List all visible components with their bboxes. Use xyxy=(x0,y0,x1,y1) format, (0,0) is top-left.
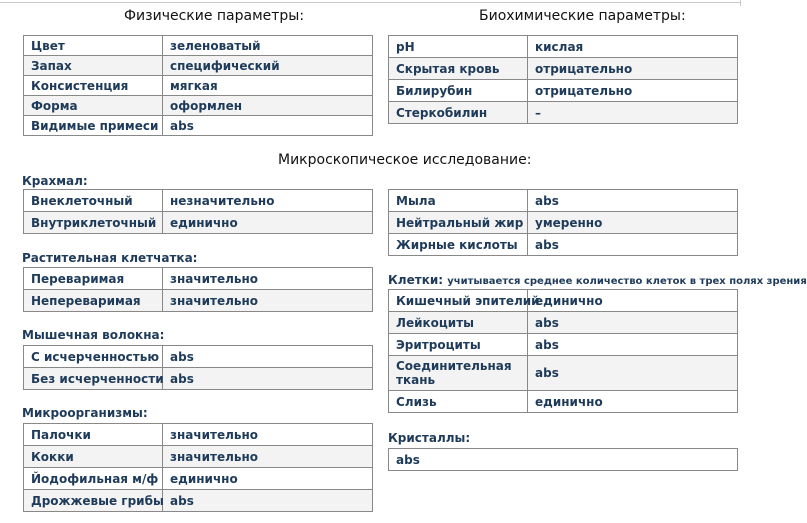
param-value: значительно xyxy=(163,446,373,468)
param-name: Без исчерченности xyxy=(24,368,163,390)
table-row xyxy=(389,234,738,256)
table-row xyxy=(389,391,738,413)
physical-title: Физические параметры: xyxy=(124,8,305,24)
table-row xyxy=(389,36,738,58)
top-border xyxy=(0,0,740,3)
param-name: Эритроциты xyxy=(389,334,528,356)
param-value: кислая xyxy=(528,36,738,58)
fiber-table xyxy=(23,267,373,312)
table-row xyxy=(24,368,373,390)
cells-label-wrap xyxy=(388,273,807,287)
table-row xyxy=(389,80,738,102)
param-name: Дрожжевые грибы xyxy=(24,490,163,512)
param-value: abs xyxy=(528,190,738,212)
param-name: Палочки xyxy=(24,424,163,446)
param-value: оформлен xyxy=(163,96,373,116)
microorganisms-table xyxy=(23,423,373,512)
param-name: Переваримая xyxy=(24,268,163,290)
param-name: С исчерченностью xyxy=(24,346,163,368)
param-value: умеренно xyxy=(528,212,738,234)
fats-table xyxy=(388,189,738,256)
table-row xyxy=(24,490,373,512)
table-row xyxy=(24,190,373,212)
param-name: Непереваримая xyxy=(24,290,163,312)
table-row xyxy=(24,290,373,312)
table-row xyxy=(24,36,373,56)
param-value: abs xyxy=(528,234,738,256)
param-name: Соединительная ткань xyxy=(389,356,528,391)
param-value: зеленоватый xyxy=(163,36,373,56)
param-name: pH xyxy=(389,36,528,58)
biochemical-table xyxy=(388,35,738,124)
muscle-label: Мышечная волокна: xyxy=(22,328,165,342)
table-row xyxy=(24,468,373,490)
param-value: отрицательно xyxy=(528,58,738,80)
param-value: единично xyxy=(528,290,738,312)
table-row xyxy=(24,346,373,368)
cells-table xyxy=(388,289,738,413)
cells-label: Клетки: xyxy=(388,273,444,287)
table-row xyxy=(389,356,738,391)
param-value: abs xyxy=(163,490,373,512)
table-row xyxy=(389,334,738,356)
param-value: abs xyxy=(528,334,738,356)
param-value: специфический xyxy=(163,56,373,76)
param-value: незначительно xyxy=(163,190,373,212)
table-row xyxy=(389,312,738,334)
table-row xyxy=(389,290,738,312)
param-name: Йодофильная м/ф xyxy=(24,468,163,490)
table-row xyxy=(24,96,373,116)
param-name: Скрытая кровь xyxy=(389,58,528,80)
param-name: Внеклеточный xyxy=(24,190,163,212)
param-name: Видимые примеси xyxy=(24,116,163,136)
physical-table xyxy=(23,35,373,136)
table-row xyxy=(24,116,373,136)
starch-label: Крахмал: xyxy=(22,174,88,188)
param-name: Форма xyxy=(24,96,163,116)
starch-table xyxy=(23,189,373,234)
param-value: abs xyxy=(528,356,738,391)
table-row xyxy=(389,102,738,124)
table-row xyxy=(389,212,738,234)
param-name: Слизь xyxy=(389,391,528,413)
param-name: Стеркобилин xyxy=(389,102,528,124)
param-name: Внутриклеточный xyxy=(24,212,163,234)
param-name: Запах xyxy=(24,56,163,76)
param-value: единично xyxy=(163,212,373,234)
fiber-label: Растительная клетчатка: xyxy=(22,251,198,265)
crystals-value: abs xyxy=(389,449,738,471)
microorganisms-label: Микроорганизмы: xyxy=(22,406,148,420)
table-row xyxy=(24,212,373,234)
param-value: отрицательно xyxy=(528,80,738,102)
param-value: мягкая xyxy=(163,76,373,96)
table-row xyxy=(24,446,373,468)
cells-note: учитывается среднее количество клеток в трех полях зрения xyxy=(447,276,807,287)
param-value: abs xyxy=(163,116,373,136)
param-value: abs xyxy=(528,312,738,334)
param-value: значительно xyxy=(163,290,373,312)
table-row xyxy=(24,56,373,76)
table-row xyxy=(389,449,738,471)
table-row xyxy=(24,76,373,96)
param-name: Билирубин xyxy=(389,80,528,102)
param-value: значительно xyxy=(163,424,373,446)
param-value: abs xyxy=(163,346,373,368)
biochemical-title: Биохимические параметры: xyxy=(479,8,686,24)
param-name: Цвет xyxy=(24,36,163,56)
crystals-label: Кристаллы: xyxy=(388,431,471,445)
muscle-table xyxy=(23,345,373,390)
param-name: Лейкоциты xyxy=(389,312,528,334)
param-name: Мыла xyxy=(389,190,528,212)
param-name: Кокки xyxy=(24,446,163,468)
table-row xyxy=(24,424,373,446)
param-name: Кишечный эпителий xyxy=(389,290,528,312)
param-value: – xyxy=(528,102,738,124)
param-value: значительно xyxy=(163,268,373,290)
param-name: Жирные кислоты xyxy=(389,234,528,256)
corner-border xyxy=(740,0,741,6)
param-name: Консистенция xyxy=(24,76,163,96)
crystals-table xyxy=(388,448,738,471)
microscopy-title: Микроскопическое исследование: xyxy=(278,152,532,168)
param-value: abs xyxy=(163,368,373,390)
param-value: единично xyxy=(528,391,738,413)
param-name: Нейтральный жир xyxy=(389,212,528,234)
table-row xyxy=(389,190,738,212)
table-row xyxy=(389,58,738,80)
param-value: единично xyxy=(163,468,373,490)
table-row xyxy=(24,268,373,290)
